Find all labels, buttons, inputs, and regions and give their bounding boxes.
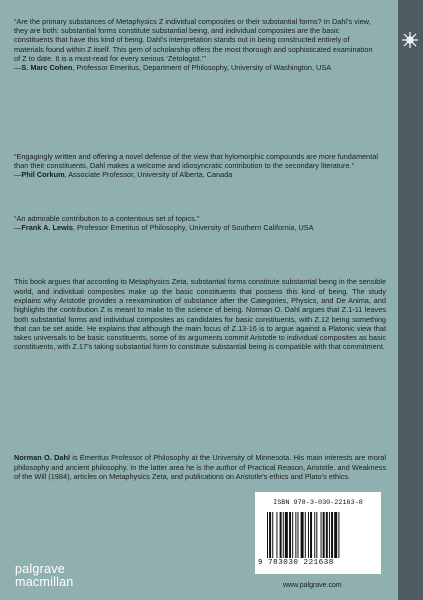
quote-text: “Are the primary substances of Metaphysics Z individual composites or their substantial forms? In Dahl’s view, they are both: substantial forms constitute substantial being, and individual composites are the basic constituents that have this kind of being. Dahl’s interpretation stands out in being constructed entirely of materials found within Z itself. This gem of scholarship offers the most thorough and sophisticated examination of Z to date. It is a must-read for every serious ‘Zetologist.’”	[14, 17, 373, 63]
barcode-bar	[289, 512, 291, 558]
springer-logo-icon	[400, 30, 420, 50]
barcode-bar	[310, 512, 312, 558]
quote-attribution: —S. Marc Cohen, Professor Emeritus, Department of Philosophy, University of Washington, USA	[14, 63, 332, 73]
barcode-bar	[276, 512, 277, 558]
barcode-digits: 9 783030 221638	[258, 559, 334, 567]
barcode-bar	[329, 512, 330, 558]
review-quote	[14, 214, 380, 232]
barcode-bar	[297, 512, 298, 558]
barcode-bar	[292, 512, 293, 558]
author-bio-text: is Emeritus Professor of Philosophy at the University of Minnesota. His main interests are moral philosophy and ancient philosophy. In the latter area he is the author of Practical Reason, Aristotle, and Weakness of the Will (1984), articles on Metaphysics Zeta, and publications on Aristotle’s ethics and Plato’s ethics.	[14, 453, 386, 481]
reviewer-affiliation: , Professor Emeritus of Philosophy, University of Southern California, USA	[72, 223, 314, 233]
barcode-bar	[301, 512, 304, 558]
isbn-label: ISBN 978-3-030-22163-8	[273, 499, 363, 507]
barcode-bar	[323, 512, 325, 558]
barcode-bar	[321, 512, 322, 558]
barcode-bar	[334, 512, 337, 558]
review-quote	[14, 17, 380, 72]
quote-text: “An admirable contribution to a contentious set of topics.”	[14, 214, 200, 223]
barcode-bar	[269, 512, 271, 558]
quote-text: “Engagingly written and offering a novel defense of the view that hylomorphic compounds are more fundamental than their constituents, Dahl makes a welcome and idiosyncratic contribution to the secondary literature.”	[14, 152, 379, 171]
publisher-name-line1: palgrave	[15, 562, 65, 576]
barcode-bar	[331, 512, 333, 558]
review-quote	[14, 152, 380, 180]
side-strip	[398, 0, 423, 600]
publisher-logo	[15, 563, 73, 588]
barcode-bar	[316, 512, 317, 558]
quote-attribution: —Phil Corkum, Associate Professor, University of Alberta, Canada	[14, 170, 233, 180]
reviewer-name: Frank A. Lewis	[21, 223, 73, 233]
reviewer-name: S. Marc Cohen	[21, 63, 73, 73]
quote-attribution: —Frank A. Lewis, Professor Emeritus of Philosophy, University of Southern California, USA	[14, 223, 314, 233]
reviewer-affiliation: , Associate Professor, University of Alberta, Canada	[64, 170, 233, 180]
barcode-bar	[285, 512, 288, 558]
reviewer-affiliation: , Professor Emeritus, Department of Philosophy, University of Washington, USA	[72, 63, 332, 73]
publisher-name-line2: macmillan	[15, 574, 74, 589]
barcode-bar	[283, 512, 284, 558]
barcode-bar	[295, 512, 296, 558]
barcode-bar	[314, 512, 315, 558]
author-name: Norman O. Dahl	[14, 453, 70, 463]
reviewer-name: Phil Corkum	[21, 170, 65, 180]
book-description: This book argues that according to Metaphysics Zeta, substantial forms constitute substantial being in the sensible world, and individual composites make up the basic constituents that possess this kind of being. The study explains why Aristotle provides a reexamination of substance after the Categories, Physics, and De Anima, and highlights the contribution Z is meant to make to the science of being. Norman O. Dahl argues that Z.1-11 leaves both substantial forms and individual composites as candidates for basic constituents, with Z.12 being something that can be set aside. He explains that although the main focus of Z.13-16 is to argue against a Platonic view that takes universals to be basic constituents, some of its arguments commit Aristotle to individual composites as basic constituents, with Z.17’s taking substantial form to constitute substantial being is compatible with that commitment.	[14, 277, 386, 352]
barcode-bar	[280, 512, 282, 558]
barcode-box	[255, 492, 381, 574]
barcode	[267, 512, 371, 558]
barcode-bar	[267, 512, 268, 558]
barcode-bar	[305, 512, 306, 558]
barcode-bar	[308, 512, 309, 558]
barcode-bar	[326, 512, 328, 558]
publisher-url: www.palgrave.com	[283, 582, 342, 589]
barcode-bar	[338, 512, 339, 558]
barcode-bar	[272, 512, 273, 558]
author-bio	[14, 453, 386, 481]
